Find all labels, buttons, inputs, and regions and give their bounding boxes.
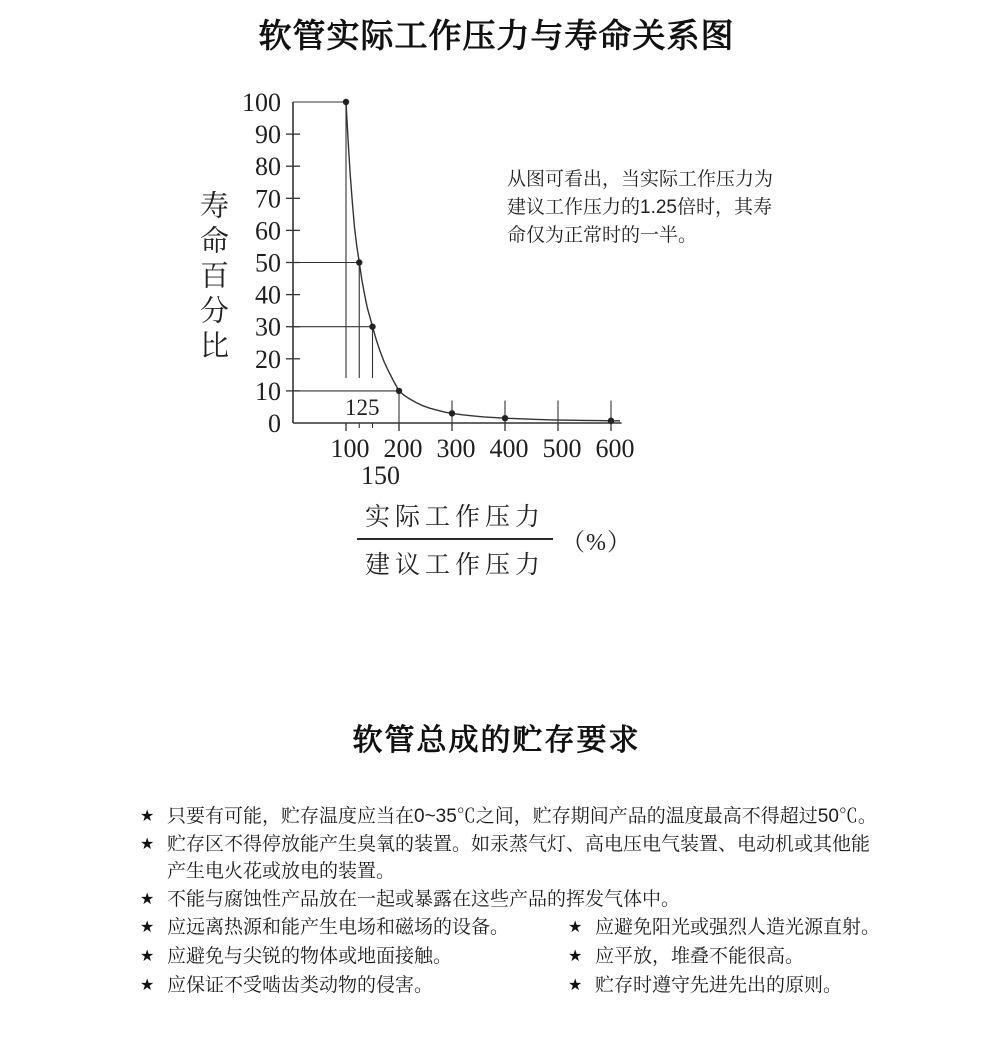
bullet-text: 贮存时遵守先进先出的原则。 [595,975,843,996]
svg-text:300: 300 [436,434,476,463]
bullet-text: 应避免阳光或强烈人造光源直射。 [595,917,881,938]
bullet-text: 应保证不受啮齿类动物的侵害。 [167,975,434,996]
svg-text:0: 0 [268,409,281,438]
svg-text:600: 600 [595,434,635,463]
bullet-item [140,914,568,941]
fraction-numerator: 实际工作压力 [357,497,553,540]
svg-text:40: 40 [255,280,281,310]
star-bullet-icon: ★ [568,948,583,965]
svg-text:10: 10 [255,376,281,406]
bullet-column-right [568,914,882,1001]
fraction-unit: （%） [561,529,633,556]
chart-annotation [507,166,817,250]
bullet-item [568,943,882,970]
axis-tick-labels [242,88,635,490]
bullet-item [568,972,882,999]
star-bullet-icon: ★ [140,836,155,853]
svg-text:500: 500 [542,434,582,463]
bullet-text: 只要有可能，贮存温度应当在0~35℃之间，贮存期间产品的温度最高不得超过50℃。 [167,806,877,827]
svg-text:150: 150 [361,461,400,490]
bullet-item [140,972,568,999]
svg-text:50: 50 [255,248,281,278]
bullet-item [568,914,882,941]
star-bullet-icon: ★ [140,948,155,965]
bullet-text: 不能与腐蚀性产品放在一起或暴露在这些产品的挥发气体中。 [167,889,681,910]
svg-text:125: 125 [345,395,380,420]
data-point-dots [343,99,614,424]
bullet-item [140,943,568,970]
star-bullet-icon: ★ [568,919,583,936]
annotation-line: 命仅为正常时的一半。 [507,225,698,246]
annotation-line: 从图可看出，当实际工作压力为 [507,169,774,190]
bullet-column-left [140,914,568,1001]
svg-text:20: 20 [255,344,281,374]
svg-text:100: 100 [242,88,281,117]
svg-text:60: 60 [255,216,281,246]
storage-bullet-list [140,803,882,1001]
star-bullet-icon: ★ [140,919,155,936]
svg-text:80: 80 [255,152,281,182]
bullet-item [140,803,882,830]
page-title: 软管实际工作压力与寿命关系图 [258,17,735,54]
svg-text:100: 100 [330,434,370,463]
fraction-denominator: 建议工作压力 [365,552,546,579]
bullet-text: 应避免与尖锐的物体或地面接触。 [167,946,453,967]
svg-text:200: 200 [383,434,423,463]
svg-text:400: 400 [489,434,529,463]
star-bullet-icon: ★ [140,891,155,908]
star-bullet-icon: ★ [140,977,155,994]
bullet-item [140,886,882,913]
star-bullet-icon: ★ [140,808,155,825]
fraction [357,497,553,581]
x-axis-fraction-label [357,497,632,581]
two-column-bullets [140,914,882,1001]
guide-lines [293,102,611,431]
svg-text:30: 30 [255,312,281,342]
storage-section-title: 软管总成的贮存要求 [352,724,641,757]
full-width-bullets [140,803,882,913]
y-axis-label: 寿命百分比 [196,190,228,365]
svg-text:90: 90 [255,120,281,150]
bullet-text: 贮存区不得停放能产生臭氧的装置。如汞蒸气灯、高电压电气装置、电动机或其他能产生电火花或放电的装置。 [167,834,871,882]
bullet-text: 应平放，堆叠不能很高。 [595,946,805,967]
bullet-item [140,831,882,885]
star-bullet-icon: ★ [568,977,583,994]
pressure-life-chart [190,85,670,515]
svg-text:70: 70 [255,184,281,214]
life-curve [346,102,620,421]
bullet-text: 应远离热源和能产生电场和磁场的设备。 [167,917,510,938]
annotation-line: 建议工作压力的1.25倍时，其寿 [507,197,772,218]
